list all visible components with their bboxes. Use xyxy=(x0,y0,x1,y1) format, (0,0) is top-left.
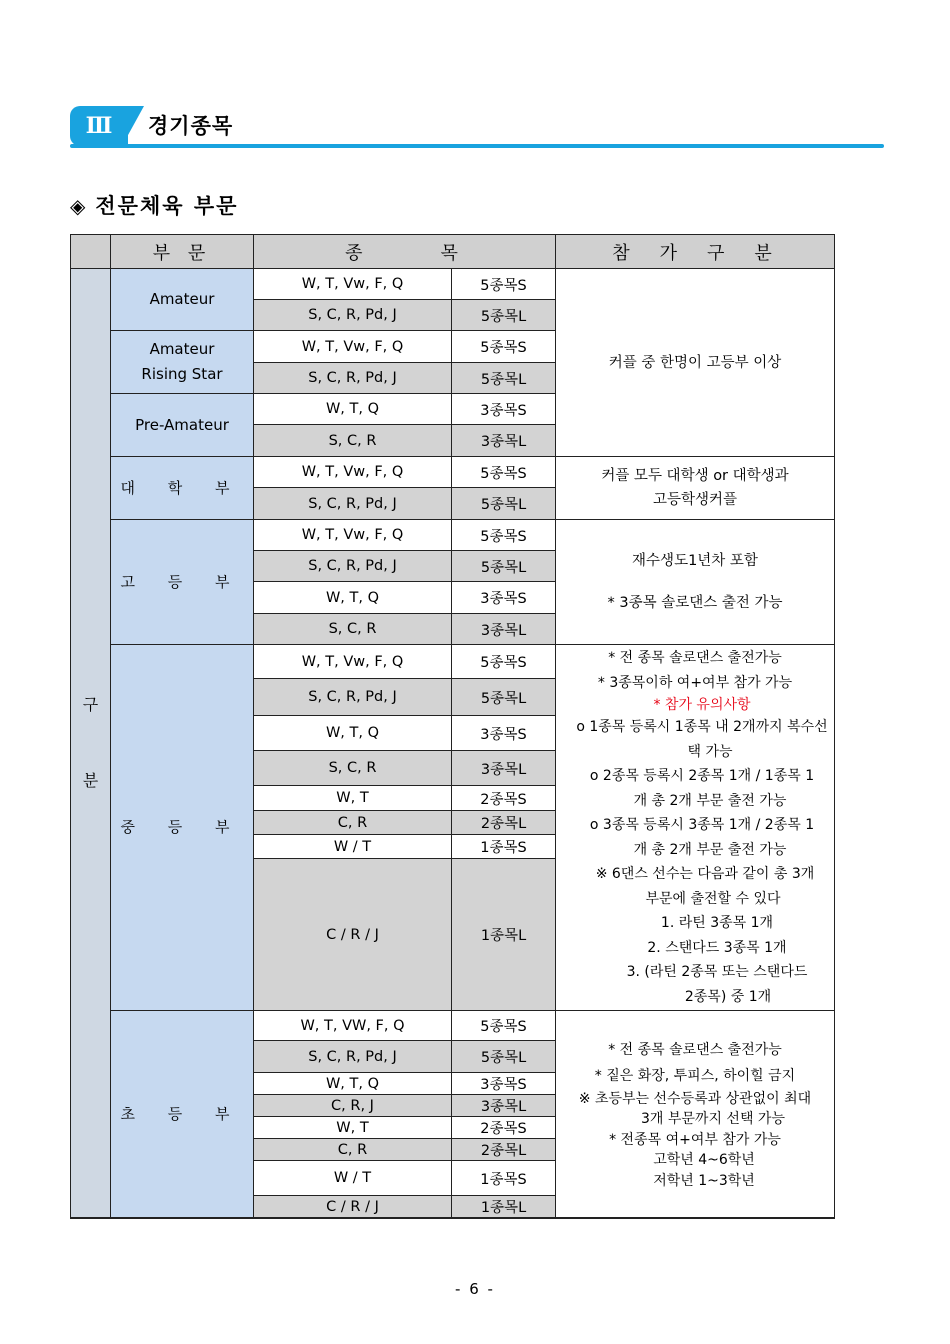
note-line: 재수생도1년차 포함 xyxy=(632,553,758,569)
event-list: W, T, Q xyxy=(254,716,452,751)
event-count: 5종목S xyxy=(452,645,556,679)
event-list: C, R, J xyxy=(254,1095,452,1117)
subtitle xyxy=(70,190,238,220)
event-count: 5종목L xyxy=(452,488,556,520)
event-count: 5종목S xyxy=(452,520,556,551)
note-university xyxy=(556,457,835,520)
event-count: 2종목S xyxy=(452,786,556,811)
event-list: C, R xyxy=(254,1139,452,1161)
event-count: 5종목S xyxy=(452,457,556,488)
division-elementary: 초 등 부 xyxy=(111,1011,254,1219)
subtitle-text: 전문체육 부문 xyxy=(95,194,239,218)
note-line: 2종목) 중 1개 xyxy=(684,988,772,1005)
event-count: 3종목L xyxy=(452,751,556,786)
division-name-line: Rising Star xyxy=(141,365,223,383)
event-count: 5종목L xyxy=(452,551,556,582)
event-list: W, T, Vw, F, Q xyxy=(254,331,452,363)
note-line: 고학년 4~6학년 xyxy=(653,1152,755,1169)
division-middle-school: 중 등 부 xyxy=(111,645,254,1011)
note-line: ※ 6댄스 선수는 다음과 같이 총 3개 xyxy=(595,866,815,882)
table-header-row xyxy=(71,235,835,269)
event-count: 5종목L xyxy=(452,300,556,331)
event-count: 5종목L xyxy=(452,679,556,716)
event-count: 5종목L xyxy=(452,1041,556,1073)
event-list: W, T, Vw, F, Q xyxy=(254,269,452,300)
event-list: W / T xyxy=(254,835,452,859)
header-eligibility: 참 가 구 분 xyxy=(556,235,835,269)
event-count: 1종목L xyxy=(452,859,556,1011)
page-number: - 6 - xyxy=(455,1280,495,1298)
note-line: * 3종목 솔로댄스 출전 가능 xyxy=(607,595,783,611)
section-number-badge: Ⅲ xyxy=(70,106,128,146)
note-high-school xyxy=(556,520,835,645)
event-count: 1종목S xyxy=(452,835,556,859)
event-list: S, C, R xyxy=(254,751,452,786)
note-line: 개 총 2개 부문 출전 가능 xyxy=(633,841,787,858)
note-line: * 전 종목 솔로댄스 출전가능 xyxy=(608,1041,782,1058)
event-count: 1종목L xyxy=(452,1196,556,1219)
gubun-cell xyxy=(71,269,111,1219)
event-count: 1종목S xyxy=(452,1161,556,1196)
table-row xyxy=(71,457,835,488)
event-count: 2종목S xyxy=(452,1117,556,1139)
event-list: C / R / J xyxy=(254,859,452,1011)
event-count: 3종목L xyxy=(452,614,556,645)
note-line: o 3종목 등록시 3종목 1개 / 2종목 1 xyxy=(589,817,815,833)
event-count: 2종목L xyxy=(452,1139,556,1161)
event-count: 5종목S xyxy=(452,1011,556,1041)
event-count: 5종목L xyxy=(452,363,556,394)
section-header xyxy=(70,106,884,150)
event-list: W, T, Vw, F, Q xyxy=(254,520,452,551)
event-count: 3종목L xyxy=(452,425,556,457)
event-list: W, T, Vw, F, Q xyxy=(254,457,452,488)
gubun-char: 구 xyxy=(82,695,99,714)
event-count: 3종목L xyxy=(452,1095,556,1117)
event-list: C, R xyxy=(254,811,452,835)
event-list: W, T, Q xyxy=(254,582,452,614)
table-row xyxy=(71,269,835,300)
division-university: 대 학 부 xyxy=(111,457,254,520)
division-pre-amateur: Pre-Amateur xyxy=(111,394,254,457)
event-list: W / T xyxy=(254,1161,452,1196)
event-list: S, C, R xyxy=(254,614,452,645)
note-line: 1. 라틴 3종목 1개 xyxy=(660,915,774,931)
event-count: 3종목S xyxy=(452,1073,556,1095)
events-table xyxy=(70,234,835,1219)
note-line: 2. 스탠다드 3종목 1개 xyxy=(647,939,787,956)
note-elementary xyxy=(556,1011,835,1219)
note-middle-school xyxy=(556,645,835,1011)
section-title: 경기종목 xyxy=(148,114,234,138)
event-count: 3종목S xyxy=(452,394,556,425)
note-line: * 전종목 여+여부 참가 가능 xyxy=(609,1131,781,1148)
note-line: 커플 모두 대학생 or 대학생과 xyxy=(601,468,789,484)
event-list: S, C, R, Pd, J xyxy=(254,679,452,716)
event-count: 5종목S xyxy=(452,269,556,300)
event-list: W, T, Vw, F, Q xyxy=(254,645,452,679)
table-row xyxy=(71,1011,835,1041)
event-list: S, C, R xyxy=(254,425,452,457)
table-row xyxy=(71,520,835,551)
note-line: 택 가능 xyxy=(687,743,733,760)
diamond-bullet-icon: ◈ xyxy=(70,194,88,218)
division-name-line: Amateur xyxy=(149,340,215,358)
division-amateur-rising-star xyxy=(111,331,254,394)
event-count: 5종목S xyxy=(452,331,556,363)
event-list: S, C, R, Pd, J xyxy=(254,1041,452,1073)
event-list: W, T xyxy=(254,786,452,811)
event-list: S, C, R, Pd, J xyxy=(254,300,452,331)
event-count: 3종목S xyxy=(452,582,556,614)
note-line: o 1종목 등록시 1종목 내 2개까지 복수선 xyxy=(576,719,828,735)
note-line: 3. (라틴 2종목 또는 스탠다드 xyxy=(626,964,808,980)
note-line: 개 총 2개 부문 출전 가능 xyxy=(633,792,787,809)
event-count: 2종목L xyxy=(452,811,556,835)
note-line: * 짙은 화장, 투피스, 하이힐 금지 xyxy=(594,1067,796,1084)
note-line: 3개 부문까지 선택 가능 xyxy=(641,1111,785,1128)
event-list: W, T xyxy=(254,1117,452,1139)
note-line: ※ 초등부는 선수등록과 상관없이 최대 xyxy=(578,1090,812,1107)
event-list: W, T, VW, F, Q xyxy=(254,1011,452,1041)
header-events: 종 목 xyxy=(254,235,556,269)
note-senior: 커플 중 한명이 고등부 이상 xyxy=(556,269,835,457)
event-list: W, T, Q xyxy=(254,394,452,425)
note-line: * 3종목이하 여+여부 참가 가능 xyxy=(597,674,793,691)
note-line: 부문에 출전할 수 있다 xyxy=(645,890,781,907)
event-list: S, C, R, Pd, J xyxy=(254,488,452,520)
header-division: 부 문 xyxy=(111,235,254,269)
note-line: 저학년 1~3학년 xyxy=(653,1172,755,1189)
note-line: 고등학생커플 xyxy=(652,492,738,508)
note-line-warning: * 참가 유의사항 xyxy=(653,697,751,713)
gubun-char: 분 xyxy=(82,771,99,790)
note-line: o 2종목 등록시 2종목 1개 / 1종목 1 xyxy=(589,768,815,784)
division-amateur: Amateur xyxy=(111,269,254,331)
event-list: S, C, R, Pd, J xyxy=(254,363,452,394)
note-line: * 전 종목 솔로댄스 출전가능 xyxy=(608,650,782,666)
header-blank xyxy=(71,235,111,269)
section-header-underline xyxy=(70,144,884,148)
event-count: 3종목S xyxy=(452,716,556,751)
division-high-school: 고 등 부 xyxy=(111,520,254,645)
table-row xyxy=(71,645,835,679)
event-list: C / R / J xyxy=(254,1196,452,1219)
event-list: W, T, Q xyxy=(254,1073,452,1095)
event-list: S, C, R, Pd, J xyxy=(254,551,452,582)
